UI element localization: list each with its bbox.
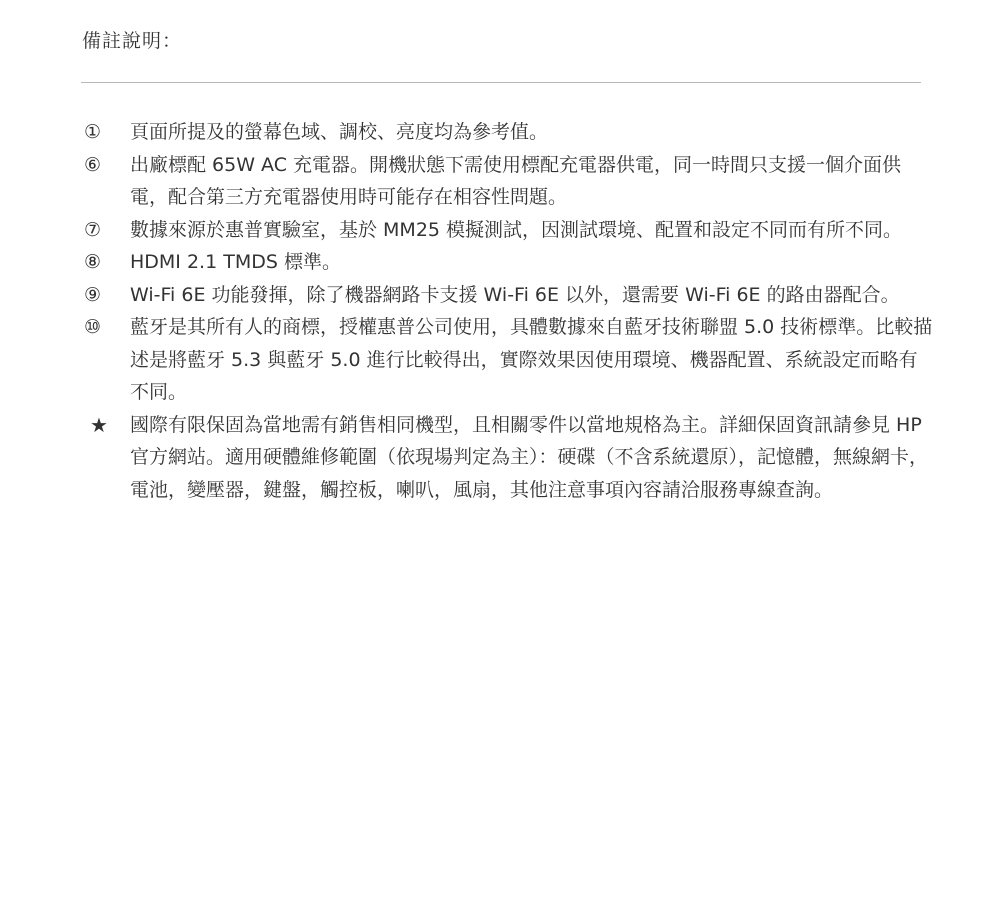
note-marker: ⑦ <box>84 218 102 241</box>
note-item-10 <box>84 311 934 409</box>
note-text: 頁面所提及的螢幕色域、調校、亮度均為參考值。 <box>130 121 549 143</box>
note-marker: ⑧ <box>84 251 102 273</box>
notes-list <box>84 116 934 506</box>
note-text: Wi-Fi 6E 功能發揮，除了機器網路卡支援 Wi-Fi 6E 以外，還需要 Wi-Fi 6E 的路由器配合。 <box>130 283 900 306</box>
note-text: 出廠標配 65W AC 充電器。開機狀態下需使用標配充電器供電，同一時間只支援一個介面供電，配合第三方充電器使用時可能存在相容性問題。 <box>130 153 902 208</box>
note-item-8 <box>84 246 934 279</box>
note-item-9 <box>84 279 934 312</box>
note-marker: ⑩ <box>84 316 102 338</box>
note-item-6 <box>84 149 934 214</box>
note-marker: ⑨ <box>84 283 102 306</box>
note-marker: ① <box>84 121 102 143</box>
note-text: 數據來源於惠普實驗室，基於 MM25 模擬測試，因測試環境、配置和設定不同而有所不同。 <box>130 218 903 241</box>
note-text: 國際有限保固為當地需有銷售相同機型，且相關零件以當地規格為主。詳細保固資訊請參見 HP 官方網站。適用硬體維修範圍（依現場判定為主）：硬碟（不含系統還原），記憶體，無線網卡，電池，變壓器，鍵盤，觸控板，喇叭，風扇，其他注意事項內容請洽服務專線查詢。 <box>130 413 929 501</box>
note-marker: ⑥ <box>84 153 102 176</box>
star-icon: ★ <box>90 412 108 437</box>
note-text: 藍牙是其所有人的商標，授權惠普公司使用，具體數據來自藍牙技術聯盟 5.0 技術標準。比較描述是將藍牙 5.3 與藍牙 5.0 進行比較得出，實際效果因使用環境、機器配置、系統設定而略有不同。 <box>130 316 933 403</box>
note-item-star <box>84 409 934 507</box>
note-item-7 <box>84 214 934 247</box>
note-text: HDMI 2.1 TMDS 標準。 <box>130 251 341 273</box>
divider <box>81 82 921 83</box>
page-heading: 備註說明： <box>82 30 183 52</box>
note-item-1 <box>84 116 934 149</box>
